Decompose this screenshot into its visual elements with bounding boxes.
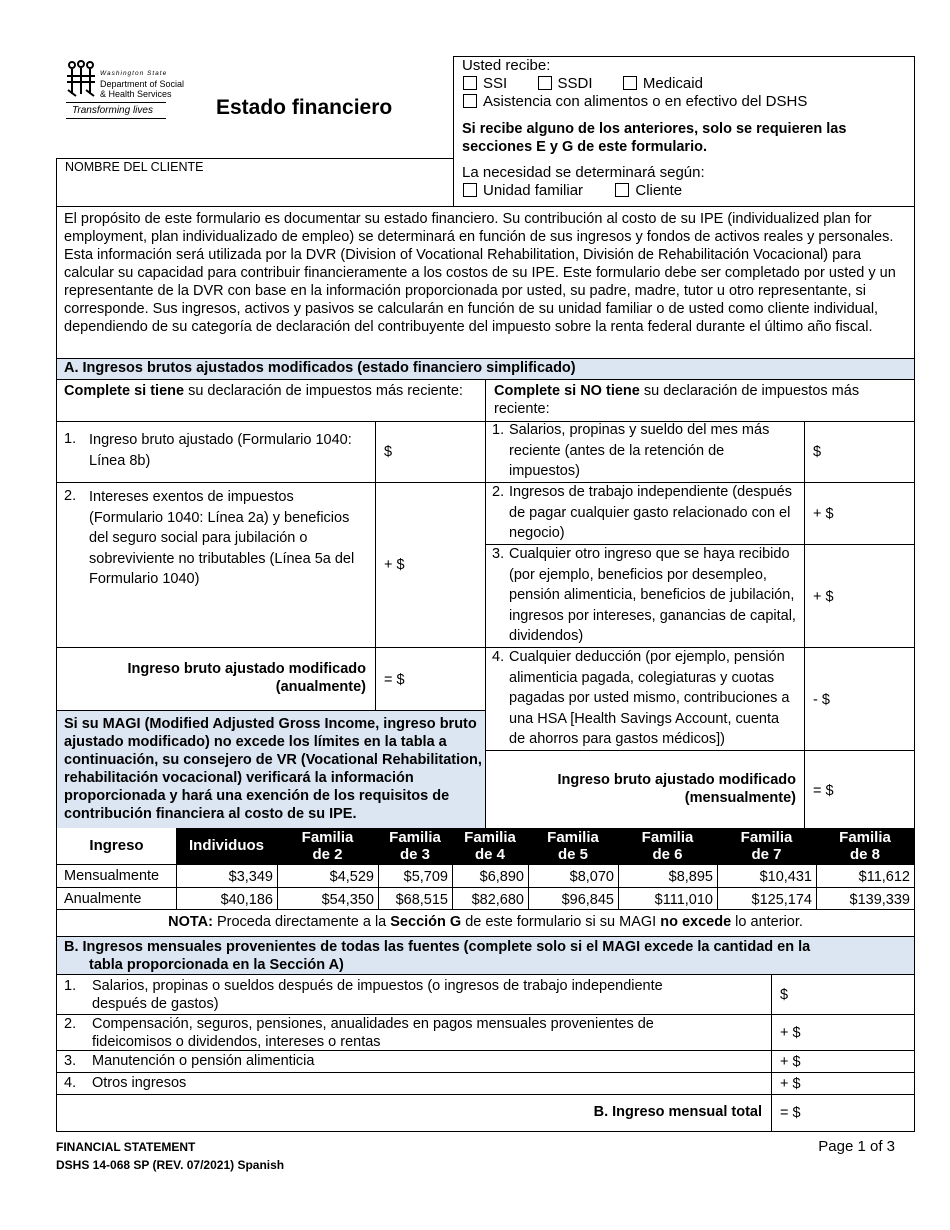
b-total-label: B. Ingreso mensual total bbox=[593, 1104, 762, 1120]
nota-no-excede: no excede bbox=[660, 914, 732, 930]
right-head-rest: su declaración de impuestos más reciente: bbox=[494, 383, 860, 417]
household-checkbox[interactable] bbox=[463, 183, 477, 197]
nota-line bbox=[56, 914, 915, 930]
nota-text-3: lo anterior. bbox=[731, 914, 803, 930]
monthly-familia-6: $8,895 bbox=[668, 869, 713, 885]
right-head-bold: Complete si NO tiene bbox=[494, 383, 640, 399]
annual-familia-8: $139,339 bbox=[849, 892, 910, 908]
th-individuos: Individuos bbox=[176, 828, 277, 864]
left-column-head bbox=[64, 382, 474, 400]
monthly-familia-4: $6,890 bbox=[479, 869, 524, 885]
right-total-label: Ingreso bruto ajustado modificado (mensualmente) bbox=[557, 772, 796, 806]
left-head-rest: su declaración de impuestos más reciente: bbox=[184, 383, 463, 399]
left-item-2-amount[interactable]: + $ bbox=[384, 557, 405, 573]
th-familia-6-label: Familia de 6 bbox=[641, 829, 694, 863]
right-item-2 bbox=[492, 482, 797, 544]
ssi-checkbox[interactable] bbox=[463, 76, 477, 90]
monthly-individuos: $3,349 bbox=[228, 869, 273, 885]
th-ingreso: Ingreso bbox=[57, 828, 176, 864]
b-item-1-num: 1. bbox=[64, 978, 77, 994]
right-item-2-num: 2. bbox=[492, 484, 505, 500]
b-item-4-amount[interactable]: + $ bbox=[780, 1076, 801, 1092]
annual-individuos: $40,186 bbox=[220, 892, 273, 908]
medicaid-checkbox[interactable] bbox=[623, 76, 637, 90]
th-familia-5-label: Familia de 5 bbox=[547, 829, 599, 863]
row-annual-label: Anualmente bbox=[64, 891, 142, 907]
b-item-4-num: 4. bbox=[64, 1075, 77, 1091]
b-item-1-amount[interactable]: $ bbox=[780, 987, 789, 1003]
left-total-label: Ingreso bruto ajustado modificado (anualmente) bbox=[127, 661, 366, 695]
annual-familia-5: $96,845 bbox=[561, 892, 614, 908]
left-item-1 bbox=[64, 430, 364, 471]
page-title: Estado financiero bbox=[216, 96, 393, 119]
left-item-1-text: Ingreso bruto ajustado (Formulario 1040: Línea 8b) bbox=[89, 432, 352, 469]
left-item-1-amount[interactable]: $ bbox=[384, 444, 393, 460]
footer-form-name: FINANCIAL STATEMENT bbox=[56, 1140, 196, 1154]
client-name-label: NOMBRE DEL CLIENTE bbox=[65, 160, 204, 174]
monthly-familia-7: $10,431 bbox=[759, 869, 812, 885]
dshs-assistance-option bbox=[463, 93, 807, 111]
th-familia-3 bbox=[378, 828, 452, 864]
ssdi-checkbox[interactable] bbox=[538, 76, 552, 90]
th-familia-2-label: Familia de 2 bbox=[301, 829, 354, 863]
monthly-familia-3: $5,709 bbox=[403, 869, 448, 885]
th-familia-3-label: Familia de 3 bbox=[389, 829, 441, 863]
logo-state: Washington State bbox=[100, 70, 168, 77]
b-item-3-num: 3. bbox=[64, 1053, 77, 1069]
annual-familia-4: $82,680 bbox=[471, 892, 524, 908]
annual-familia-3: $68,515 bbox=[395, 892, 448, 908]
left-item-2-text: Intereses exentos de impuestos (Formulario 1040: Línea 2a) y beneficios del seguro social para jubilación o sobreviviente no tributables (Línea 5a del Formulario 1040) bbox=[89, 489, 355, 587]
right-item-1-text: Salarios, propinas y sueldo del mes más reciente (antes de la retención de impuestos) bbox=[509, 422, 770, 479]
right-item-3-amount[interactable]: + $ bbox=[813, 589, 834, 605]
th-familia-2 bbox=[277, 828, 378, 864]
need-options bbox=[463, 182, 682, 200]
b-item-3 bbox=[64, 1052, 764, 1070]
page-number: Page 1 of 3 bbox=[818, 1138, 895, 1155]
right-item-4-text: Cualquier deducción (por ejemplo, pensión alimenticia pagada, colegiaturas y cuotas pagadas por usted mismo, contribuciones a una HSA [Health Savings Account, cuenta de ahorros para gastos médicos]) bbox=[509, 649, 790, 747]
section-b-title-1: B. Ingresos mensuales provenientes de todas las fuentes (complete solo si el MAGI excede la cantidad en la bbox=[64, 939, 811, 955]
left-item-2-num: 2. bbox=[64, 488, 77, 504]
right-item-2-amount[interactable]: + $ bbox=[813, 506, 834, 522]
b-item-2-text: Compensación, seguros, pensiones, anualidades en pagos mensuales provenientes de fideicomisos o dividendos, intereses o rentas bbox=[92, 1016, 654, 1050]
th-familia-5 bbox=[528, 828, 618, 864]
b-item-3-amount[interactable]: + $ bbox=[780, 1054, 801, 1070]
right-total-amount[interactable]: = $ bbox=[813, 783, 834, 799]
left-head-bold: Complete si tiene bbox=[64, 383, 185, 399]
right-item-3 bbox=[492, 544, 800, 647]
left-total-amount[interactable]: = $ bbox=[384, 672, 405, 688]
nota-text-2: de este formulario si su MAGI bbox=[461, 914, 661, 930]
nota-text-1: Proceda directamente a la bbox=[212, 914, 391, 930]
annual-familia-6: $111,010 bbox=[654, 892, 713, 908]
logo-dept: Department of Social bbox=[100, 79, 185, 89]
nota-bold: NOTA: bbox=[168, 914, 213, 930]
section-a-title: A. Ingresos brutos ajustados modificados (estado financiero simplificado) bbox=[64, 360, 576, 376]
section-b-title-2: tabla proporcionada en la Sección A) bbox=[89, 957, 344, 973]
receives-label: Usted recibe: bbox=[462, 57, 551, 74]
logo-health: & Health Services bbox=[100, 89, 172, 99]
th-familia-4-label: Familia de 4 bbox=[464, 829, 516, 863]
b-item-2 bbox=[64, 1015, 764, 1051]
medicaid-label: Medicaid bbox=[642, 75, 703, 92]
right-column-head bbox=[494, 382, 909, 418]
ssdi-label: SSDI bbox=[557, 75, 593, 92]
annual-familia-2: $54,350 bbox=[321, 892, 374, 908]
intro-text: El propósito de este formulario es documentar su estado financiero. Su contribución al costo de su IPE (individualized plan for employment, plan individualizado de empleo) se determinará en función de sus ingresos y fondos de activos reales y personales. Esta información será utilizada por la DVR (Division of Vocational Rehabilitation, División de Rehabilitación Vocacional) para calcular su capacidad para contribuir financieramente a los costos de su IPE. Este formulario debe ser completado por usted y un representante de la DVR con base en la información proporcionada por usted, su padre, madre, tutor u otro representante, si corresponde. Sus ingresos, activos y pasivos se calcularán en función de su unidad familiar o de usted como cliente individual, dependiendo de su categoría de declaración del contribuyente del impuesto sobre la renta federal durante el último año fiscal. bbox=[64, 211, 896, 335]
b-item-3-text: Manutención o pensión alimenticia bbox=[92, 1053, 315, 1069]
b-item-2-amount[interactable]: + $ bbox=[780, 1025, 801, 1041]
annual-familia-7: $125,174 bbox=[751, 892, 812, 908]
dshs-assistance-label: Asistencia con alimentos o en efectivo del DSHS bbox=[483, 93, 808, 110]
b-item-4 bbox=[64, 1074, 764, 1092]
th-familia-8-label: Familia de 8 bbox=[839, 829, 891, 863]
th-familia-7-label: Familia de 7 bbox=[740, 829, 793, 863]
th-familia-8 bbox=[816, 828, 914, 864]
footer-form-number: DSHS 14-068 SP (REV. 07/2021) Spanish bbox=[56, 1158, 285, 1172]
right-item-1 bbox=[492, 420, 797, 482]
right-item-4-num: 4. bbox=[492, 649, 505, 665]
monthly-familia-2: $4,529 bbox=[329, 869, 374, 885]
b-item-1-text: Salarios, propinas o sueldos después de impuestos (o ingresos de trabajo independiente después de gastos) bbox=[92, 978, 663, 1012]
right-item-3-num: 3. bbox=[492, 546, 505, 562]
receives-options bbox=[463, 75, 703, 93]
logo-tagline: Transforming lives bbox=[72, 105, 153, 116]
ssi-label: SSI bbox=[483, 75, 508, 92]
left-item-2 bbox=[64, 487, 369, 590]
right-item-4 bbox=[492, 647, 797, 750]
magi-note: Si su MAGI (Modified Adjusted Gross Income, ingreso bruto ajustado modificado) no excede los límites en la tabla a continuación, su consejero de VR (Vocational Rehabilitation, rehabilitación vocacional) verificará la información proporcionada y hará una exención de los requisitos de contribución financiera al costo de su IPE. bbox=[64, 716, 482, 822]
right-item-1-num: 1. bbox=[492, 422, 505, 438]
th-familia-6 bbox=[618, 828, 717, 864]
need-label: La necesidad se determinará según: bbox=[462, 164, 705, 181]
monthly-familia-5: $8,070 bbox=[569, 869, 614, 885]
client-label: Cliente bbox=[635, 182, 683, 199]
receives-note: Si recibe alguno de los anteriores, solo se requieren las secciones E y G de este formulario. bbox=[462, 121, 847, 155]
b-item-2-num: 2. bbox=[64, 1016, 77, 1032]
row-monthly-label: Mensualmente bbox=[64, 868, 160, 884]
dshs-logo bbox=[64, 60, 185, 122]
household-label: Unidad familiar bbox=[483, 182, 584, 199]
client-checkbox[interactable] bbox=[615, 183, 629, 197]
dshs-logo-icon bbox=[64, 60, 98, 98]
right-item-4-amount[interactable]: - $ bbox=[813, 692, 830, 708]
th-familia-4 bbox=[452, 828, 528, 864]
monthly-familia-8: $11,612 bbox=[858, 869, 910, 885]
b-total-amount[interactable]: = $ bbox=[780, 1105, 801, 1121]
b-item-1 bbox=[64, 977, 764, 1013]
b-item-4-text: Otros ingresos bbox=[92, 1075, 187, 1091]
right-item-3-text: Cualquier otro ingreso que se haya recibido (por ejemplo, beneficios por desempleo, pensión alimenticia, beneficios de jubilación, ingresos por intereses, ganancias de capital, dividendos) bbox=[509, 546, 796, 644]
dshs-assistance-checkbox[interactable] bbox=[463, 94, 477, 108]
left-item-1-num: 1. bbox=[64, 431, 77, 447]
right-item-1-amount[interactable]: $ bbox=[813, 444, 822, 460]
right-item-2-text: Ingresos de trabajo independiente (después de pagar cualquier gasto relacionado con el negocio) bbox=[509, 484, 792, 541]
nota-section-g: Sección G bbox=[390, 914, 462, 930]
th-familia-7 bbox=[717, 828, 816, 864]
